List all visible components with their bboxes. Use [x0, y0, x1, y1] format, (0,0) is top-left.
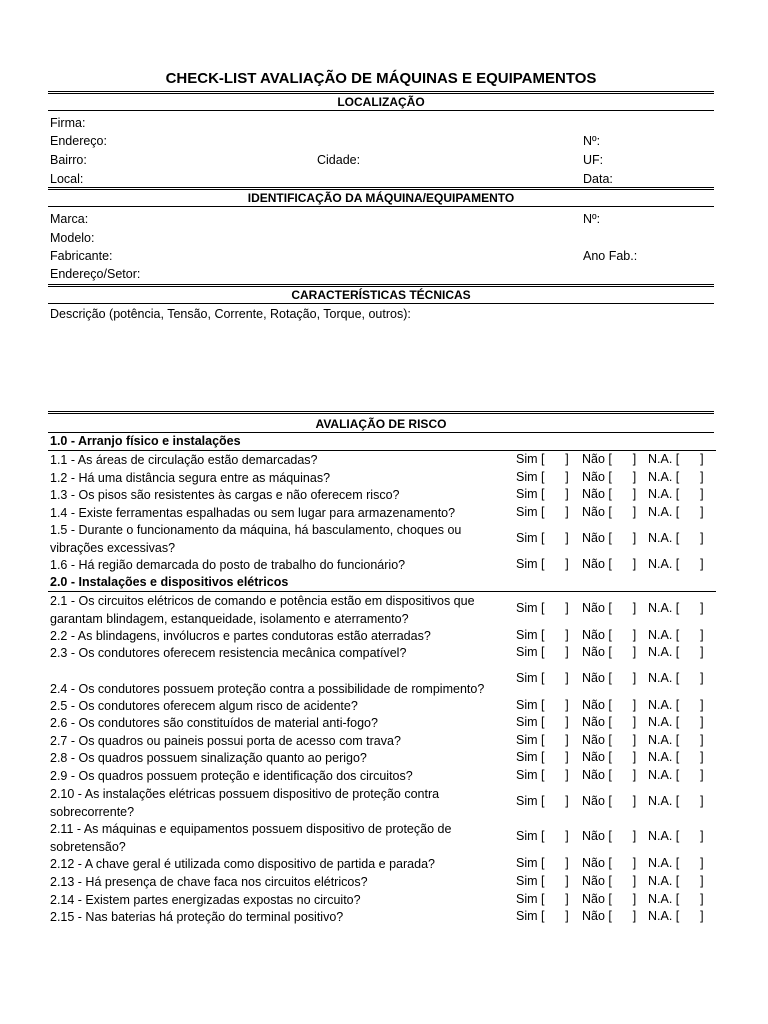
sim-checkbox[interactable]: Sim [ ]: [516, 715, 569, 729]
checklist-row: [48, 856, 714, 874]
question-text: 2.11 - As máquinas e equipamentos possuem dispositivo de proteção de sobretensão?: [50, 822, 452, 854]
na-checkbox[interactable]: N.A. [ ]: [648, 628, 704, 642]
question-text: 2.14 - Existem partes energizadas expostas no circuito?: [50, 893, 361, 907]
sim-checkbox[interactable]: Sim [ ]: [516, 909, 569, 923]
na-checkbox[interactable]: N.A. [ ]: [648, 892, 704, 906]
fabricante-label: Fabricante:: [50, 249, 113, 263]
na-checkbox[interactable]: N.A. [ ]: [648, 794, 704, 808]
identificacao-header: IDENTIFICAÇÃO DA MÁQUINA/EQUIPAMENTO: [48, 187, 714, 207]
question-text: 2.12 - A chave geral é utilizada como dispositivo de partida e parada?: [50, 857, 435, 871]
nao-checkbox[interactable]: Não [ ]: [582, 794, 637, 808]
checklist-row: [48, 628, 714, 646]
checklist-row: [48, 645, 714, 663]
question-text: 2.5 - Os condutores oferecem algum risco de acidente?: [50, 699, 358, 713]
modelo-label: Modelo:: [50, 231, 95, 245]
question-text: 2.13 - Há presença de chave faca nos circuitos elétricos?: [50, 875, 368, 889]
sim-checkbox[interactable]: Sim [ ]: [516, 505, 569, 519]
local-label: Local:: [50, 172, 84, 186]
checklist-row: [48, 698, 714, 716]
cidade-label: Cidade:: [317, 153, 361, 167]
na-checkbox[interactable]: N.A. [ ]: [648, 557, 704, 571]
question-text: 1.5 - Durante o funcionamento da máquina, há basculamento, choques ou vibrações excessivas?: [50, 523, 462, 555]
question-text: 2.15 - Nas baterias há proteção do terminal positivo?: [50, 910, 344, 924]
question-text: 2.4 - Os condutores possuem proteção contra a possibilidade de rompimento?: [50, 682, 485, 696]
nao-checkbox[interactable]: Não [ ]: [582, 874, 637, 888]
checklist-row: [48, 470, 714, 488]
nao-checkbox[interactable]: Não [ ]: [582, 750, 637, 764]
checklist-row: [48, 750, 714, 768]
question-text: 1.3 - Os pisos são resistentes às cargas e não oferecem risco?: [50, 488, 400, 502]
nao-checkbox[interactable]: Não [ ]: [582, 856, 637, 870]
checklist-row: [48, 786, 714, 821]
nao-checkbox[interactable]: Não [ ]: [582, 531, 637, 545]
na-checkbox[interactable]: N.A. [ ]: [648, 909, 704, 923]
nao-checkbox[interactable]: Não [ ]: [582, 601, 637, 615]
sim-checkbox[interactable]: Sim [ ]: [516, 470, 569, 484]
checklist-row: [48, 715, 714, 733]
nao-checkbox[interactable]: Não [ ]: [582, 557, 637, 571]
section-1-title: 1.0 - Arranjo físico e instalações: [48, 433, 716, 451]
sim-checkbox[interactable]: Sim [ ]: [516, 856, 569, 870]
nao-checkbox[interactable]: Não [ ]: [582, 733, 637, 747]
question-text: 1.6 - Há região demarcada do posto de trabalho do funcionário?: [50, 558, 406, 572]
na-checkbox[interactable]: N.A. [ ]: [648, 470, 704, 484]
sim-checkbox[interactable]: Sim [ ]: [516, 531, 569, 545]
ano-fab-label: Ano Fab.:: [583, 249, 638, 263]
nao-checkbox[interactable]: Não [ ]: [582, 470, 637, 484]
question-text: 2.8 - Os quadros possuem sinalização quanto ao perigo?: [50, 751, 367, 765]
checklist-row: [48, 892, 714, 910]
checklist-row: [48, 671, 714, 699]
sim-checkbox[interactable]: Sim [ ]: [516, 829, 569, 843]
marca-label: Marca:: [50, 212, 89, 226]
na-checkbox[interactable]: N.A. [ ]: [648, 768, 704, 782]
na-checkbox[interactable]: N.A. [ ]: [648, 874, 704, 888]
checklist-row: [48, 522, 714, 558]
na-checkbox[interactable]: N.A. [ ]: [648, 452, 704, 466]
question-text: 2.1 - Os circuitos elétricos de comando e potência estão em dispositivos que garantam blindagem, estanqueidade, isolamento e aterramento?: [50, 594, 475, 626]
nao-checkbox[interactable]: Não [ ]: [582, 671, 637, 685]
nao-checkbox[interactable]: Não [ ]: [582, 628, 637, 642]
sim-checkbox[interactable]: Sim [ ]: [516, 645, 569, 659]
bairro-label: Bairro:: [50, 153, 87, 167]
sim-checkbox[interactable]: Sim [ ]: [516, 874, 569, 888]
checklist-row: [48, 593, 714, 628]
nao-checkbox[interactable]: Não [ ]: [582, 768, 637, 782]
na-checkbox[interactable]: N.A. [ ]: [648, 750, 704, 764]
maquina-numero-label: Nº:: [583, 212, 601, 226]
localizacao-header: LOCALIZAÇÃO: [48, 91, 714, 111]
endereco-setor-label: Endereço/Setor:: [50, 267, 141, 281]
avaliacao-header: AVALIAÇÃO DE RISCO: [48, 411, 714, 433]
question-text: 2.7 - Os quadros ou paineis possui porta de acesso com trava?: [50, 734, 401, 748]
sim-checkbox[interactable]: Sim [ ]: [516, 768, 569, 782]
nao-checkbox[interactable]: Não [ ]: [582, 487, 637, 501]
nao-checkbox[interactable]: Não [ ]: [582, 829, 637, 843]
na-checkbox[interactable]: N.A. [ ]: [648, 698, 704, 712]
sim-checkbox[interactable]: Sim [ ]: [516, 750, 569, 764]
firma-label: Firma:: [50, 116, 86, 130]
checklist-row: [48, 874, 714, 892]
checklist-row: [48, 768, 714, 786]
nao-checkbox[interactable]: Não [ ]: [582, 909, 637, 923]
form-title: CHECK-LIST AVALIAÇÃO DE MÁQUINAS E EQUIPAMENTOS: [165, 70, 597, 87]
data-label: Data:: [583, 172, 613, 186]
descricao-label: Descrição (potência, Tensão, Corrente, Rotação, Torque, outros):: [50, 307, 411, 321]
question-text: 2.10 - As instalações elétricas possuem dispositivo de proteção contra sobrecorrente?: [50, 787, 440, 819]
sim-checkbox[interactable]: Sim [ ]: [516, 671, 569, 685]
uf-label: UF:: [583, 153, 604, 167]
sim-checkbox[interactable]: Sim [ ]: [516, 557, 569, 571]
na-checkbox[interactable]: N.A. [ ]: [648, 715, 704, 729]
checklist-row: [48, 821, 714, 856]
checklist-row: [48, 487, 714, 505]
nao-checkbox[interactable]: Não [ ]: [582, 645, 637, 659]
na-checkbox[interactable]: N.A. [ ]: [648, 487, 704, 501]
sim-checkbox[interactable]: Sim [ ]: [516, 698, 569, 712]
na-checkbox[interactable]: N.A. [ ]: [648, 601, 704, 615]
question-text: 1.1 - As áreas de circulação estão demarcadas?: [50, 453, 318, 467]
na-checkbox[interactable]: N.A. [ ]: [648, 645, 704, 659]
na-checkbox[interactable]: N.A. [ ]: [648, 531, 704, 545]
nao-checkbox[interactable]: Não [ ]: [582, 505, 637, 519]
na-checkbox[interactable]: N.A. [ ]: [648, 733, 704, 747]
nao-checkbox[interactable]: Não [ ]: [582, 698, 637, 712]
endereco-label: Endereço:: [50, 134, 107, 148]
sim-checkbox[interactable]: Sim [ ]: [516, 601, 569, 615]
na-checkbox[interactable]: N.A. [ ]: [648, 856, 704, 870]
sim-checkbox[interactable]: Sim [ ]: [516, 628, 569, 642]
na-checkbox[interactable]: N.A. [ ]: [648, 671, 704, 685]
sim-checkbox[interactable]: Sim [ ]: [516, 452, 569, 466]
sim-checkbox[interactable]: Sim [ ]: [516, 892, 569, 906]
nao-checkbox[interactable]: Não [ ]: [582, 452, 637, 466]
question-text: 1.4 - Existe ferramentas espalhadas ou sem lugar para armazenamento?: [50, 506, 456, 520]
caracteristicas-header: CARACTERÍSTICAS TÉCNICAS: [48, 284, 714, 304]
question-text: 2.3 - Os condutores oferecem resistencia mecânica compatível?: [50, 646, 407, 660]
sim-checkbox[interactable]: Sim [ ]: [516, 487, 569, 501]
checklist-row: [48, 452, 714, 470]
nao-checkbox[interactable]: Não [ ]: [582, 892, 637, 906]
checklist-row: [48, 557, 714, 575]
checklist-row: [48, 733, 714, 751]
question-text: 2.9 - Os quadros possuem proteção e identificação dos circuitos?: [50, 769, 413, 783]
checklist-row: [48, 909, 714, 927]
na-checkbox[interactable]: N.A. [ ]: [648, 829, 704, 843]
section-2-title: 2.0 - Instalações e dispositivos elétricos: [48, 574, 716, 592]
question-text: 2.6 - Os condutores são constituídos de material anti-fogo?: [50, 716, 378, 730]
sim-checkbox[interactable]: Sim [ ]: [516, 733, 569, 747]
numero-label: Nº:: [583, 134, 601, 148]
checklist-row: [48, 505, 714, 523]
nao-checkbox[interactable]: Não [ ]: [582, 715, 637, 729]
question-text: 1.2 - Há uma distância segura entre as máquinas?: [50, 471, 331, 485]
sim-checkbox[interactable]: Sim [ ]: [516, 794, 569, 808]
question-text: 2.2 - As blindagens, invólucros e partes condutoras estão aterradas?: [50, 629, 431, 643]
na-checkbox[interactable]: N.A. [ ]: [648, 505, 704, 519]
